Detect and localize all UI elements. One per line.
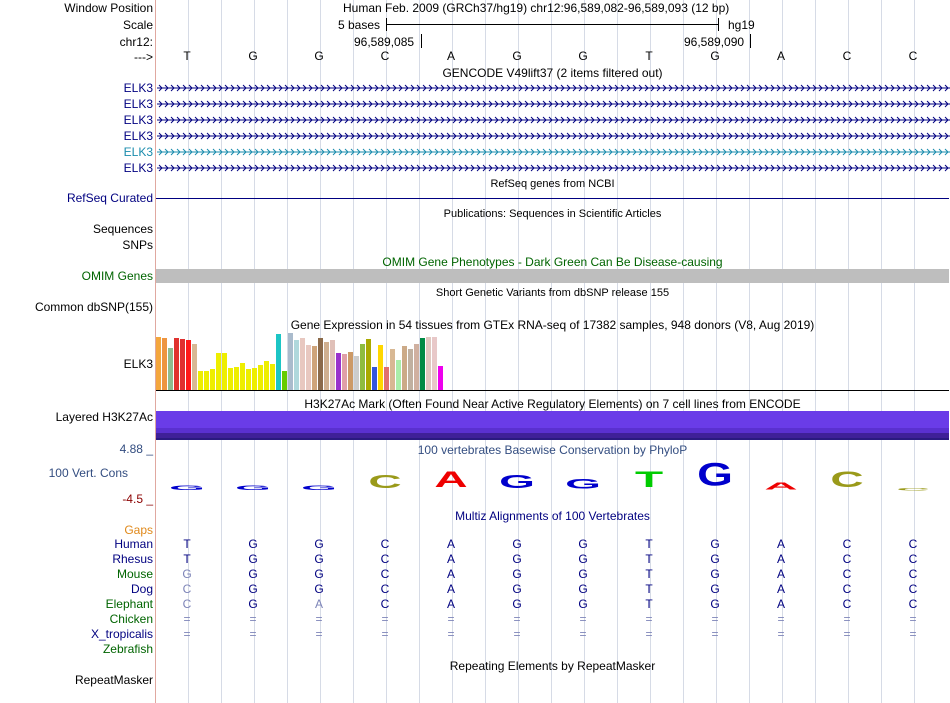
alignment-base: C — [908, 567, 918, 581]
refseq-label[interactable]: RefSeq Curated — [66, 191, 153, 205]
gencode-gene-label[interactable]: ELK3 — [123, 113, 153, 127]
ref-base: G — [578, 49, 588, 63]
alignment-base: G — [314, 552, 324, 566]
alignment-base: G — [710, 567, 720, 581]
gtex-tissue-bar[interactable] — [222, 353, 227, 390]
alignment-base: C — [380, 552, 390, 566]
gtex-tissue-bar[interactable] — [258, 365, 263, 390]
alignment-base: G — [314, 567, 324, 581]
alignment-base: A — [776, 552, 785, 566]
scale-bar — [386, 24, 718, 25]
alignment-base: G — [314, 537, 324, 551]
gtex-tissue-bar[interactable] — [216, 353, 221, 390]
species-label[interactable]: Elephant — [105, 597, 153, 611]
gtex-tissue-bar[interactable] — [378, 345, 383, 390]
alignment-base: T — [645, 582, 653, 596]
alignment-base: A — [446, 552, 455, 566]
alignment-base: T — [645, 567, 653, 581]
conservation-min: -4.5 _ — [122, 492, 153, 506]
scale-bar-tick-left — [386, 18, 387, 31]
gtex-tissue-bar[interactable] — [354, 356, 359, 390]
gtex-tissue-bar[interactable] — [396, 360, 401, 390]
gtex-tissue-bar[interactable] — [336, 353, 341, 390]
species-label[interactable]: Mouse — [116, 567, 153, 581]
gtex-tissue-bar[interactable] — [402, 346, 407, 390]
alignment-base: T — [645, 552, 653, 566]
alignment-base: G — [182, 567, 192, 581]
multiz-title[interactable]: Multiz Alignments of 100 Vertebrates — [455, 509, 650, 523]
alignment-base: = — [843, 612, 851, 626]
alignment-base: G — [248, 582, 258, 596]
alignment-base: = — [315, 612, 323, 626]
alignment-base: G — [578, 552, 588, 566]
gtex-tissue-bar[interactable] — [360, 344, 365, 390]
refseq-line[interactable] — [156, 198, 949, 199]
gtex-tissue-bar[interactable] — [234, 367, 239, 390]
alignment-base: C — [842, 537, 852, 551]
gtex-tissue-bar[interactable] — [438, 366, 443, 390]
gtex-tissue-bar[interactable] — [318, 338, 323, 390]
alignment-base: = — [777, 612, 785, 626]
alignment-base: = — [513, 612, 521, 626]
omim-label[interactable]: OMIM Genes — [81, 269, 153, 283]
ref-base: T — [183, 49, 191, 63]
gtex-tissue-bar[interactable] — [390, 349, 395, 390]
gencode-gene-label[interactable]: ELK3 — [123, 81, 153, 95]
conservation-logo-letter[interactable]: G — [565, 476, 601, 492]
ruler-pos-2: 96,589,090 — [684, 35, 745, 49]
species-label[interactable]: Chicken — [109, 612, 153, 626]
gencode-gene-label[interactable]: ELK3 — [123, 129, 153, 143]
gtex-tissue-bar[interactable] — [228, 368, 233, 390]
gencode-transcript[interactable] — [157, 83, 950, 93]
alignment-base: C — [842, 567, 852, 581]
gtex-gene-label[interactable]: ELK3 — [123, 357, 153, 371]
alignment-base: A — [776, 582, 785, 596]
alignment-base: C — [380, 537, 390, 551]
gtex-tissue-bar[interactable] — [294, 340, 299, 390]
gtex-tissue-bar[interactable] — [186, 340, 191, 390]
alignment-base: C — [908, 552, 918, 566]
alignment-base: = — [909, 612, 917, 626]
alignment-base: C — [908, 597, 918, 611]
conservation-logo-letter[interactable]: G — [697, 457, 733, 493]
ref-base: C — [908, 49, 918, 63]
gtex-tissue-bar[interactable] — [246, 369, 251, 390]
alignment-base: G — [512, 567, 522, 581]
gtex-tissue-bar[interactable] — [174, 338, 179, 390]
gencode-gene-label[interactable]: ELK3 — [123, 97, 153, 111]
gtex-tissue-bar[interactable] — [426, 337, 431, 390]
alignment-base: A — [776, 537, 785, 551]
gtex-tissue-bar[interactable] — [348, 352, 353, 390]
alignment-base: A — [446, 582, 455, 596]
dbsnp-title[interactable]: Short Genetic Variants from dbSNP release 155 — [435, 287, 670, 299]
gtex-tissue-bar[interactable] — [270, 364, 275, 390]
gaps-label[interactable]: Gaps — [124, 523, 153, 537]
conservation-logo-letter[interactable]: T — [634, 467, 664, 492]
conservation-logo-letter[interactable]: G — [235, 484, 271, 492]
ref-base: G — [710, 49, 720, 63]
alignment-base: G — [710, 537, 720, 551]
gtex-tissue-bar[interactable] — [180, 339, 185, 390]
gtex-tissue-bar[interactable] — [288, 333, 293, 390]
alignment-base: T — [645, 537, 653, 551]
gencode-gene-label[interactable]: ELK3 — [123, 145, 153, 159]
alignment-base: = — [249, 612, 257, 626]
alignment-base: = — [909, 627, 917, 641]
ref-base: G — [512, 49, 522, 63]
h3k27ac-title[interactable]: H3K27Ac Mark (Often Found Near Active Regulatory Elements) on 7 cell lines from ENCODE — [304, 397, 801, 411]
dbsnp-label[interactable]: Common dbSNP(155) — [34, 300, 153, 314]
gencode-gene-label[interactable]: ELK3 — [123, 161, 153, 175]
alignment-base: G — [248, 567, 258, 581]
assembly-title: Human Feb. 2009 (GRCh37/hg19) chr12:96,589,082-96,589,093 (12 bp) — [343, 1, 730, 15]
gtex-tissue-bar[interactable] — [420, 338, 425, 390]
chrom-label: chr12: — [119, 35, 153, 49]
alignment-base: C — [842, 597, 852, 611]
gtex-tissue-bar[interactable] — [300, 338, 305, 390]
alignment-base: G — [578, 567, 588, 581]
species-label[interactable]: Dog — [130, 582, 153, 596]
conservation-logo-letter[interactable]: G — [301, 484, 337, 492]
gtex-tissue-bar[interactable] — [264, 361, 269, 390]
alignment-base: T — [183, 537, 191, 551]
window-position-label: Window Position — [64, 1, 153, 15]
sequences-label[interactable]: Sequences — [92, 222, 153, 236]
alignment-base: G — [578, 537, 588, 551]
gtex-tissue-bar[interactable] — [306, 345, 311, 390]
gtex-tissue-bar[interactable] — [330, 340, 335, 390]
alignment-base: G — [512, 537, 522, 551]
gtex-tissue-bar[interactable] — [210, 369, 215, 390]
alignment-base: C — [380, 597, 390, 611]
assembly-name: hg19 — [728, 18, 755, 32]
alignment-base: A — [776, 567, 785, 581]
gtex-tissue-bar[interactable] — [312, 346, 317, 390]
alignment-base: C — [182, 597, 192, 611]
conservation-title[interactable]: 100 vertebrates Basewise Conservation by PhyloP — [417, 443, 688, 457]
alignment-base: G — [248, 597, 258, 611]
ref-base: G — [248, 49, 258, 63]
alignment-base: = — [777, 627, 785, 641]
gtex-tissue-bar[interactable] — [168, 348, 173, 390]
species-label[interactable]: Human — [114, 537, 153, 551]
omim-title[interactable]: OMIM Gene Phenotypes - Dark Green Can Be Disease-causing — [382, 255, 723, 269]
gtex-tissue-bar[interactable] — [432, 337, 437, 390]
gtex-tissue-bar[interactable] — [384, 367, 389, 390]
alignment-base: = — [381, 612, 389, 626]
alignment-base: = — [645, 627, 653, 641]
alignment-base: = — [183, 612, 191, 626]
alignment-base: G — [578, 597, 588, 611]
gtex-tissue-bar[interactable] — [162, 338, 167, 390]
gtex-tissue-bar[interactable] — [192, 344, 197, 390]
snps-label[interactable]: SNPs — [122, 238, 153, 252]
alignment-base: = — [315, 627, 323, 641]
species-label[interactable]: X_tropicalis — [90, 627, 153, 641]
publications-title[interactable]: Publications: Sequences in Scientific Articles — [443, 208, 662, 220]
alignment-base: = — [645, 612, 653, 626]
gtex-tissue-bar[interactable] — [324, 342, 329, 390]
scale-text: 5 bases — [338, 18, 381, 32]
ruler-tick-2 — [750, 34, 751, 48]
gtex-baseline — [156, 390, 949, 391]
conservation-logo-letter[interactable]: C — [896, 486, 930, 491]
alignment-base: C — [380, 582, 390, 596]
ref-base: C — [380, 49, 390, 63]
gtex-tissue-bar[interactable] — [204, 371, 209, 390]
alignment-base: G — [512, 582, 522, 596]
gtex-tissue-bar[interactable] — [276, 334, 281, 390]
ruler-tick-1 — [421, 34, 422, 48]
gtex-tissue-bar[interactable] — [372, 367, 377, 390]
ref-base: C — [842, 49, 852, 63]
alignment-base: G — [248, 537, 258, 551]
alignment-base: G — [710, 552, 720, 566]
gencode-transcript[interactable] — [157, 163, 950, 173]
species-label[interactable]: Zebrafish — [102, 642, 153, 656]
alignment-base: G — [248, 552, 258, 566]
alignment-base: A — [446, 597, 455, 611]
ref-base: A — [446, 49, 455, 63]
ref-base: A — [776, 49, 785, 63]
gtex-tissue-bar[interactable] — [408, 349, 413, 390]
gtex-tissue-bar[interactable] — [240, 363, 245, 390]
gtex-tissue-bar[interactable] — [156, 337, 161, 390]
alignment-base: G — [578, 582, 588, 596]
conservation-logo-letter[interactable]: G — [169, 484, 205, 492]
gtex-tissue-bar[interactable] — [252, 368, 257, 390]
alignment-base: A — [314, 597, 323, 611]
h3k27ac-label[interactable]: Layered H3K27Ac — [55, 410, 153, 424]
alignment-base: A — [446, 567, 455, 581]
conservation-logo-letter[interactable]: C — [368, 471, 402, 492]
gtex-title[interactable]: Gene Expression in 54 tissues from GTEx RNA-seq of 17382 samples, 948 donors (V8, Aug 2019) — [290, 318, 815, 332]
conservation-logo-letter[interactable]: C — [830, 467, 864, 492]
conservation-label[interactable]: 100 Vert. Cons — [48, 466, 128, 480]
gencode-transcript[interactable] — [157, 115, 950, 125]
gtex-tissue-bar[interactable] — [342, 354, 347, 390]
alignment-base: T — [183, 552, 191, 566]
alignment-base: = — [579, 627, 587, 641]
gtex-tissue-bar[interactable] — [198, 371, 203, 390]
alignment-base: T — [645, 597, 653, 611]
alignment-base: C — [842, 582, 852, 596]
alignment-base: G — [512, 597, 522, 611]
alignment-base: C — [182, 582, 192, 596]
gencode-transcript[interactable] — [157, 147, 950, 157]
alignment-base: G — [512, 552, 522, 566]
alignment-base: C — [380, 567, 390, 581]
repeatmasker-label[interactable]: RepeatMasker — [74, 673, 153, 687]
alignment-base: = — [843, 627, 851, 641]
repeatmasker-title[interactable]: Repeating Elements by RepeatMasker — [449, 659, 656, 673]
conservation-max: 4.88 _ — [119, 442, 153, 456]
alignment-base: G — [710, 582, 720, 596]
scale-label: Scale — [122, 18, 153, 32]
alignment-base: = — [249, 627, 257, 641]
conservation-logo-letter[interactable]: A — [764, 480, 798, 492]
alignment-base: G — [314, 582, 324, 596]
alignment-base: C — [908, 537, 918, 551]
scale-bar-tick-right — [718, 18, 719, 31]
alignment-base: = — [579, 612, 587, 626]
gtex-tissue-bar[interactable] — [366, 339, 371, 390]
alignment-base: = — [711, 627, 719, 641]
h3k27ac-signal[interactable] — [156, 411, 949, 440]
alignment-base: = — [447, 612, 455, 626]
conservation-logo-letter[interactable]: A — [434, 467, 468, 492]
gencode-transcript[interactable] — [157, 131, 950, 141]
alignment-base: = — [513, 627, 521, 641]
gtex-tissue-bar[interactable] — [414, 344, 419, 390]
strand-label: ---> — [134, 50, 153, 64]
alignment-base: A — [446, 537, 455, 551]
alignment-base: G — [710, 597, 720, 611]
refseq-title[interactable]: RefSeq genes from NCBI — [490, 178, 615, 190]
ref-base: T — [645, 49, 653, 63]
gencode-transcript[interactable] — [157, 99, 950, 109]
ref-base: G — [314, 49, 324, 63]
alignment-base: C — [908, 582, 918, 596]
alignment-base: = — [381, 627, 389, 641]
gtex-tissue-bar[interactable] — [282, 371, 287, 390]
alignment-base: = — [447, 627, 455, 641]
omim-bar[interactable] — [156, 269, 949, 283]
alignment-base: = — [711, 612, 719, 626]
alignment-base: C — [842, 552, 852, 566]
ruler-pos-1: 96,589,085 — [354, 35, 415, 49]
species-label[interactable]: Rhesus — [112, 552, 153, 566]
alignment-base: = — [183, 627, 191, 641]
conservation-logo-letter[interactable]: G — [499, 471, 535, 492]
alignment-base: A — [776, 597, 785, 611]
gencode-title[interactable]: GENCODE V49lift37 (2 items filtered out) — [442, 66, 663, 80]
